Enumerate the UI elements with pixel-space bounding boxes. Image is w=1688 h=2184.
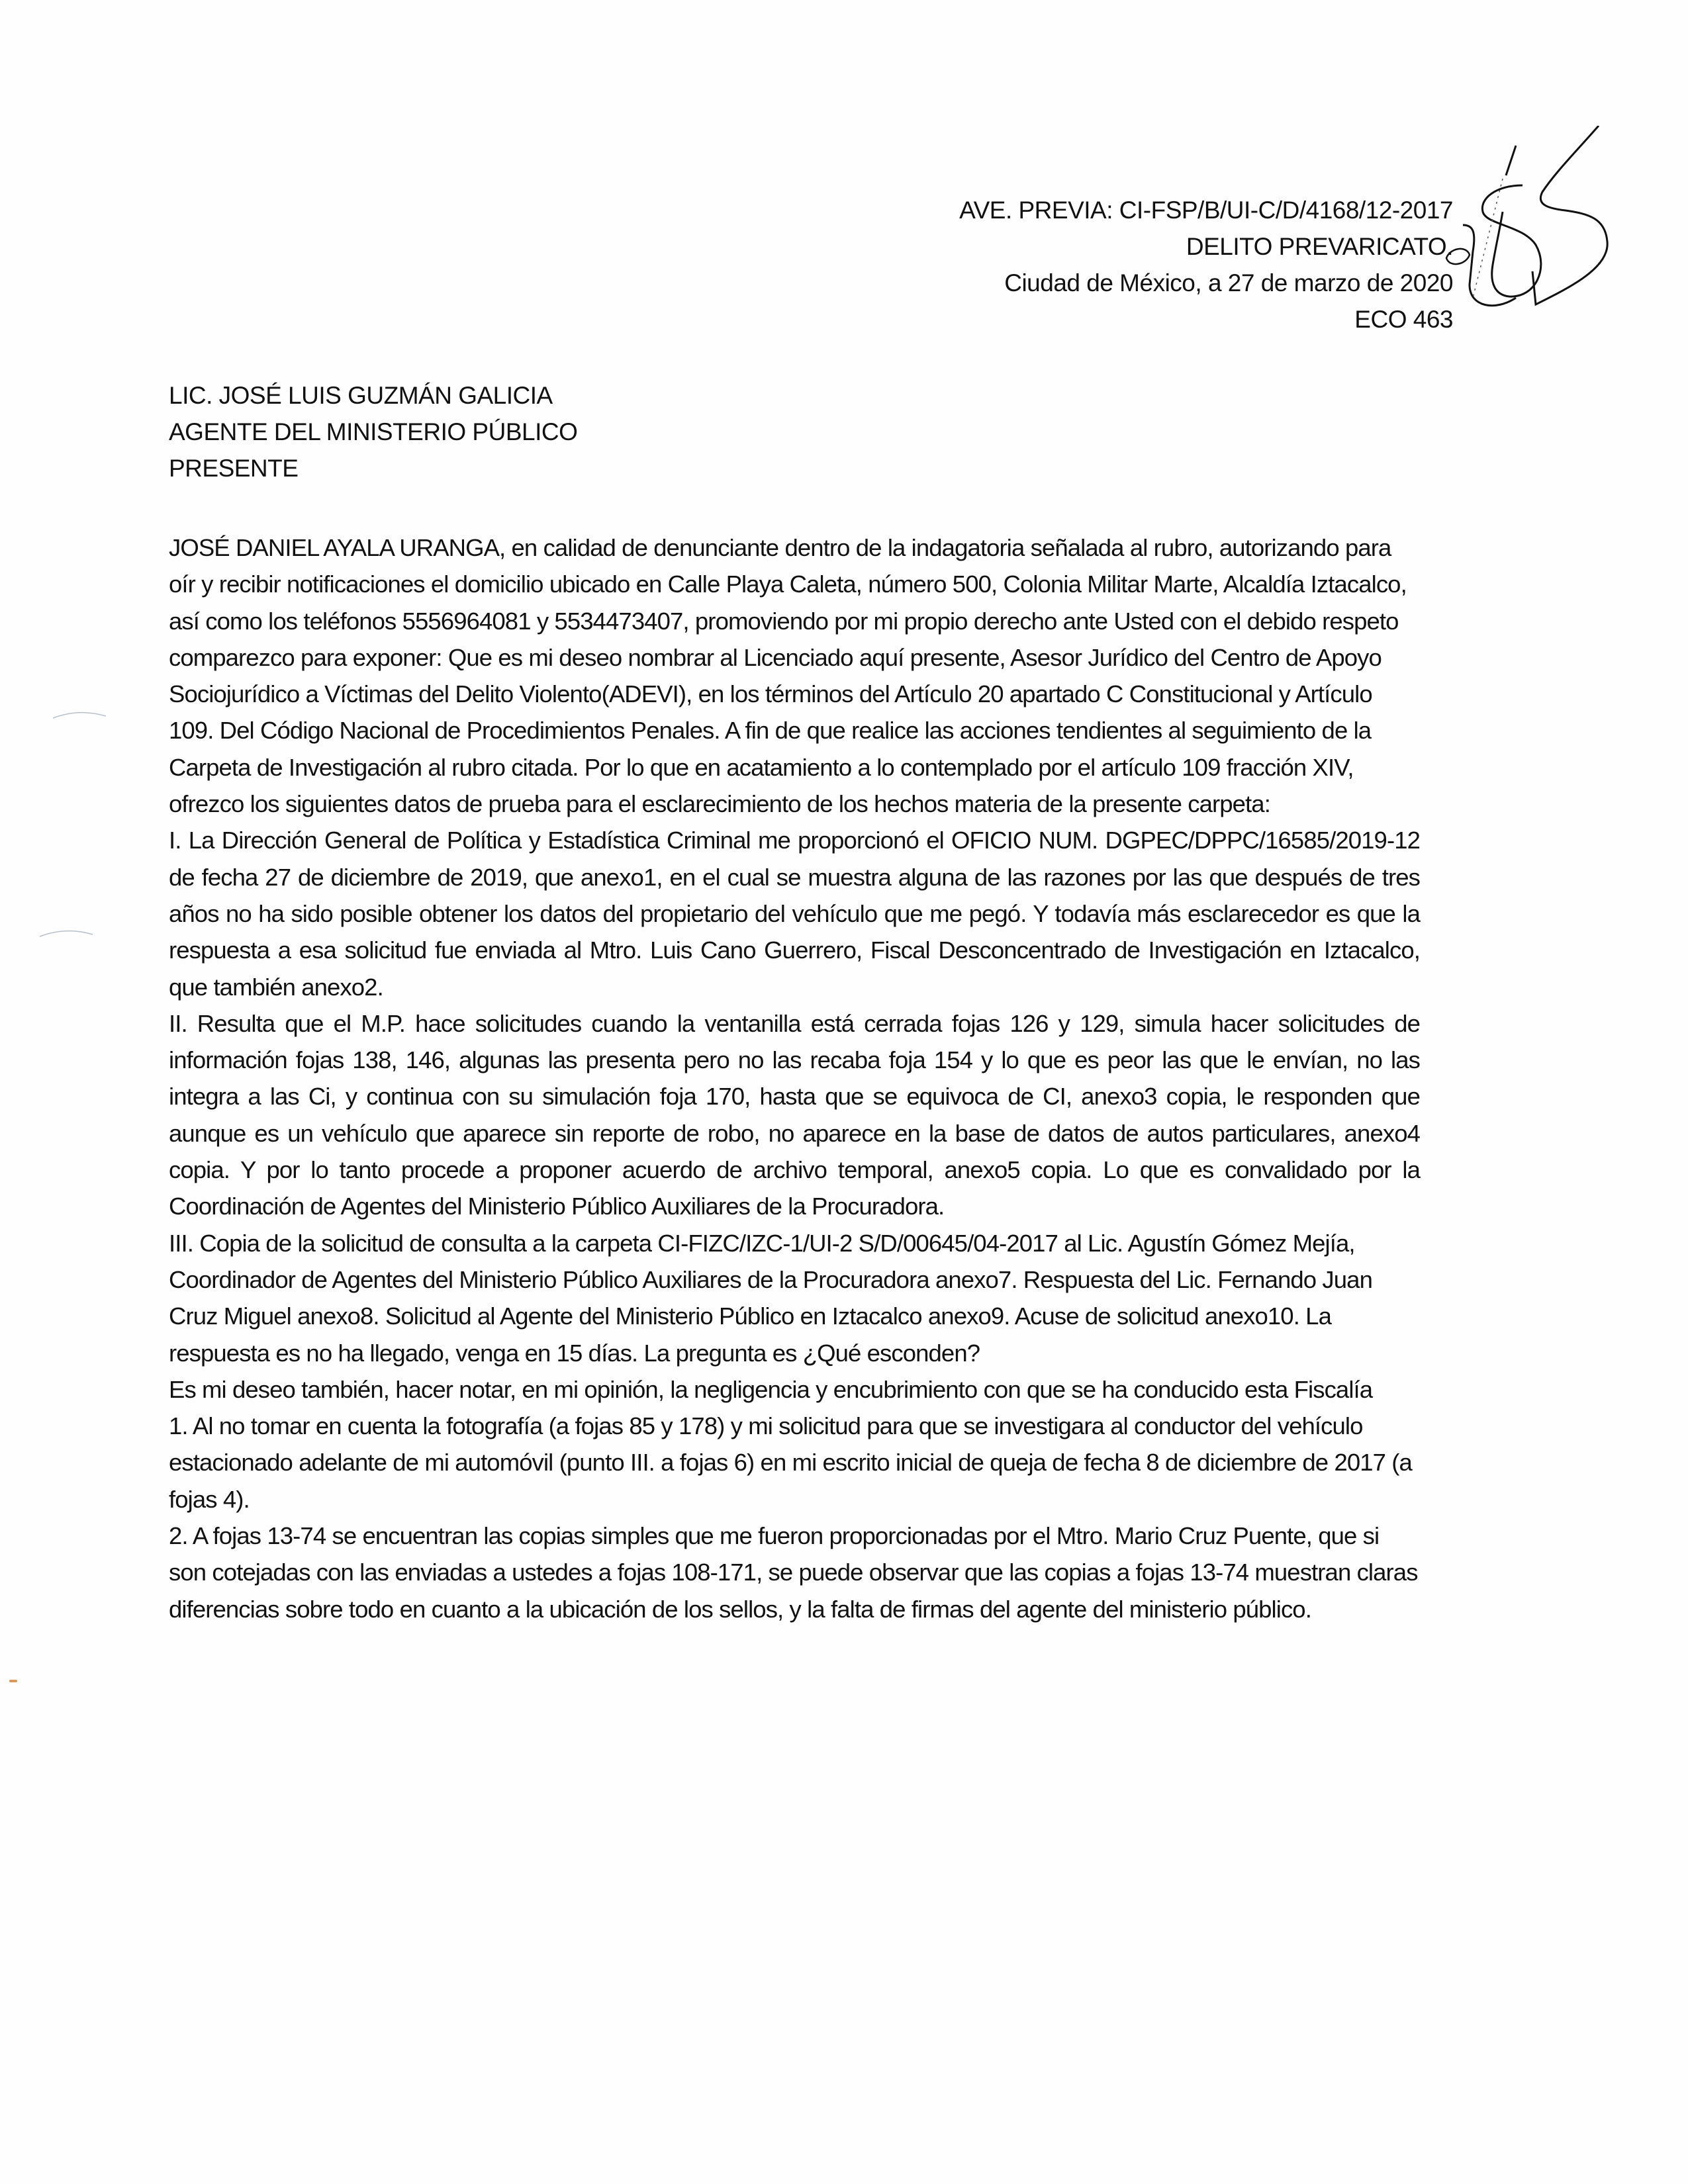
place-date: Ciudad de México, a 27 de marzo de 2020 (1004, 269, 1453, 296)
negligence-intro-paragraph: Es mi deseo también, hacer notar, en mi opinión, la negligencia y encubrimiento con que se ha conducido esta Fiscalía (169, 1375, 1373, 1403)
addressee-name: LIC. JOSÉ LUIS GUZMÁN GALICIA (169, 382, 553, 409)
evidence-item-iii: III. Copia de la solicitud de consulta a la carpeta CI-FIZC/IZC-1/UI-2 S/D/00645/04-2017 al Lic. Agustín Gómez Mejía, Coordinador de Agentes del Ministerio Público Auxiliares de la Procuradora anexo7. Respuesta del Lic. Fernando Juan Cruz Miguel anexo8. Solicitud al Agente del Ministerio Público en Iztacalco anexo9. Acuse de solicitud anexo10. La respuesta es no ha llegado, venga en 15 días. La pregunta es ¿Qué esconden? (169, 1229, 1372, 1367)
eco-number: ECO 463 (1354, 306, 1453, 333)
scan-artifact-mark (50, 708, 109, 721)
scan-artifact-dot (9, 1680, 17, 1682)
negligence-point-2: 2. A fojas 13-74 se encuentran las copias simples que me fueron proporcionadas por el Mtro. Mario Cruz Puente, que si son cotejadas con las enviadas a ustedes a fojas 108-171, se puede observar que las copias a fojas 13-74 muestran claras diferencias sobre todo en cuanto a la ubicación de los sellos, y la falta de firmas del agente del ministerio público. (169, 1522, 1418, 1623)
addressee-position: AGENTE DEL MINISTERIO PÚBLICO (169, 418, 578, 445)
case-header (959, 192, 1453, 338)
addressee-greeting: PRESENTE (169, 455, 299, 482)
evidence-item-i: I. La Dirección General de Política y Estadística Criminal me proporcionó el OFICIO NUM. DGPEC/DPPC/16585/2019-12 de fecha 27 de diciembre de 2019, que anexo1, en el cual se muestra alguna de las razones por las que después de tres años no ha sido posible obtener los datos del propietario del vehículo que me pegó. Y todavía más esclarecedor es que la respuesta a esa solicitud fue enviada al Mtro. Luis Cano Guerrero, Fiscal Desconcentrado de Investigación en Iztacalco, que también anexo2. (169, 827, 1420, 1001)
offense-label: DELITO PREVARICATO. (1186, 233, 1453, 260)
case-reference: AVE. PREVIA: CI-FSP/B/UI-C/D/4168/12-2017 (959, 197, 1453, 224)
intro-paragraph: JOSÉ DANIEL AYALA URANGA, en calidad de denunciante dentro de la indagatoria señalada al rubro, autorizando para oír y recibir notificaciones el domicilio ubicado en Calle Playa Caleta, número 500, Colonia Militar Marte, Alcaldía Iztacalco, así como los teléfonos 5556964081 y 5534473407, promoviendo por mi propio derecho ante Usted con el debido respeto comparezco para exponer: Que es mi deseo nombrar al Licenciado aquí presente, Asesor Jurídico del Centro de Apoyo Sociojurídico a Víctimas del Delito Violento(ADEVI), en los términos del Artículo 20 apartado C Constitucional y Artículo 109. Del Código Nacional de Procedimientos Penales. A fin de que realice las acciones tendientes al seguimiento de la Carpeta de Investigación al rubro citada. Por lo que en acatamiento a lo contemplado por el artículo 109 fracción XIV, ofrezco los siguientes datos de prueba para el esclarecimiento de los hechos materia de la presente carpeta: (169, 534, 1407, 818)
document-body (169, 529, 1420, 1627)
negligence-point-1: 1. Al no tomar en cuenta la fotografía (a fojas 85 y 178) y mi solicitud para que se investigara al conductor del vehículo estacionado adelante de mi automóvil (punto III. a fojas 6) en mi escrito inicial de queja de fecha 8 de diciembre de 2017 (a fojas 4). (169, 1412, 1412, 1513)
handwritten-signature-icon (1436, 126, 1642, 324)
addressee-block (169, 377, 577, 486)
scan-artifact-mark (36, 927, 96, 940)
evidence-item-ii: II. Resulta que el M.P. hace solicitudes cuando la ventanilla está cerrada fojas 126 y 129, simula hacer solicitudes de información fojas 138, 146, algunas las presenta pero no las recaba foja 154 y lo que es peor las que le envían, no las integra a las Ci, y continua con su simulación foja 170, hasta que se equivoca de CI, anexo3 copia, le responden que aunque es un vehículo que aparece sin reporte de robo, no aparece en la base de datos de autos particulares, anexo4 copia. Y por lo tanto procede a proponer acuerdo de archivo temporal, anexo5 copia. Lo que es convalidado por la Coordinación de Agentes del Ministerio Público Auxiliares de la Procuradora. (169, 1009, 1420, 1220)
